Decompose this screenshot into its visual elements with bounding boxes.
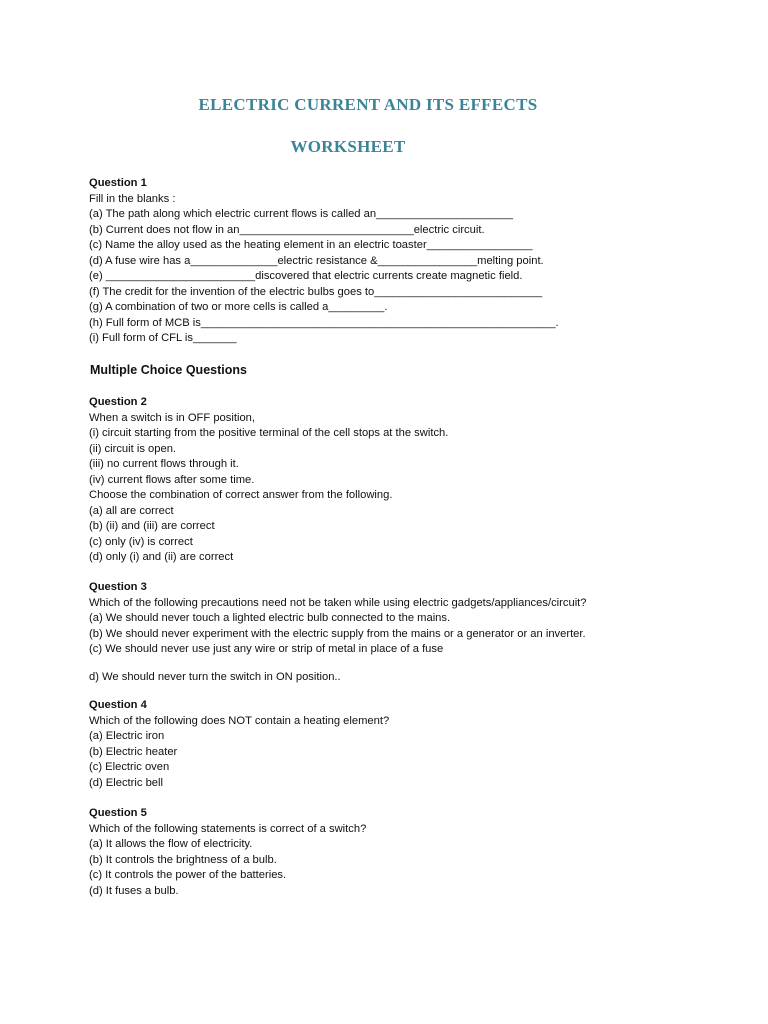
question-line: d) We should never turn the switch in ON position.. [89,670,341,683]
question-line: (a) The path along which electric current flows is called an______________________ [89,208,513,220]
section-heading: Multiple Choice Questions [90,363,247,377]
question-line: (a) We should never touch a lighted electric bulb connected to the mains. [89,612,451,624]
question-line: Choose the combination of correct answer from the following. [89,489,393,501]
page-subtitle: WORKSHEET [290,137,406,156]
question-line: (c) It controls the power of the batteries. [89,869,287,881]
question-line: (g) A combination of two or more cells is called a_________. [89,301,388,313]
question-line: Which of the following statements is correct of a switch? [89,822,367,835]
question-line: (b) (ii) and (iii) are correct [89,520,215,532]
question-line: (b) We should never experiment with the electric supply from the mains or a generator or an inverter. [89,627,586,640]
question-heading: Question 1 [89,177,147,189]
question-line: (b) Current does not flow in an____________________________electric circuit. [89,223,485,236]
question-line: Which of the following does NOT contain a heating element? [89,714,390,727]
question-line: (f) The credit for the invention of the electric bulbs goes to___________________________ [89,285,543,298]
question-line: (b) It controls the brightness of a bulb. [89,853,277,866]
question-line: (d) only (i) and (ii) are correct [89,551,234,563]
question-line: Which of the following precautions need not be taken while using electric gadgets/appliances/circuit? [89,596,587,609]
question-line: (a) It allows the flow of electricity. [89,838,253,850]
page-title: ELECTRIC CURRENT AND ITS EFFECTS [198,95,538,114]
question-line: (d) A fuse wire has a______________electric resistance &________________melting point. [89,254,544,267]
question-line: (c) Name the alloy used as the heating element in an electric toaster_________________ [89,239,533,251]
question-heading: Question 4 [89,699,147,711]
question-1 [89,176,689,347]
question-5 [89,806,689,899]
question-line: (ii) circuit is open. [89,442,177,455]
question-4 [89,698,689,791]
question-line: (d) It fuses a bulb. [89,884,179,897]
question-line: When a switch is in OFF position, [89,411,256,424]
question-line: (i) circuit starting from the positive terminal of the cell stops at the switch. [89,427,449,439]
question-3 [89,580,689,685]
question-line: Fill in the blanks : [89,192,176,205]
question-heading: Question 5 [89,807,147,819]
question-line: (a) all are correct [89,504,174,517]
question-line: (d) Electric bell [89,776,163,789]
question-line: (iv) current flows after some time. [89,473,255,486]
question-line: (c) Electric oven [89,761,170,773]
question-line: (i) Full form of CFL is_______ [89,332,237,344]
question-line: (c) We should never use just any wire or strip of metal in place of a fuse [89,643,444,655]
question-line: (b) Electric heater [89,745,178,758]
question-line: (a) Electric iron [89,730,165,742]
question-line: (e) ________________________discovered that electric currents create magnetic field. [89,270,523,282]
question-line: (h) Full form of MCB is_________________________________________________________. [89,316,559,329]
question-heading: Question 2 [89,396,147,408]
question-2 [89,395,689,566]
question-line: (iii) no current flows through it. [89,458,239,470]
question-heading: Question 3 [89,581,147,593]
question-line: (c) only (iv) is correct [89,535,193,548]
